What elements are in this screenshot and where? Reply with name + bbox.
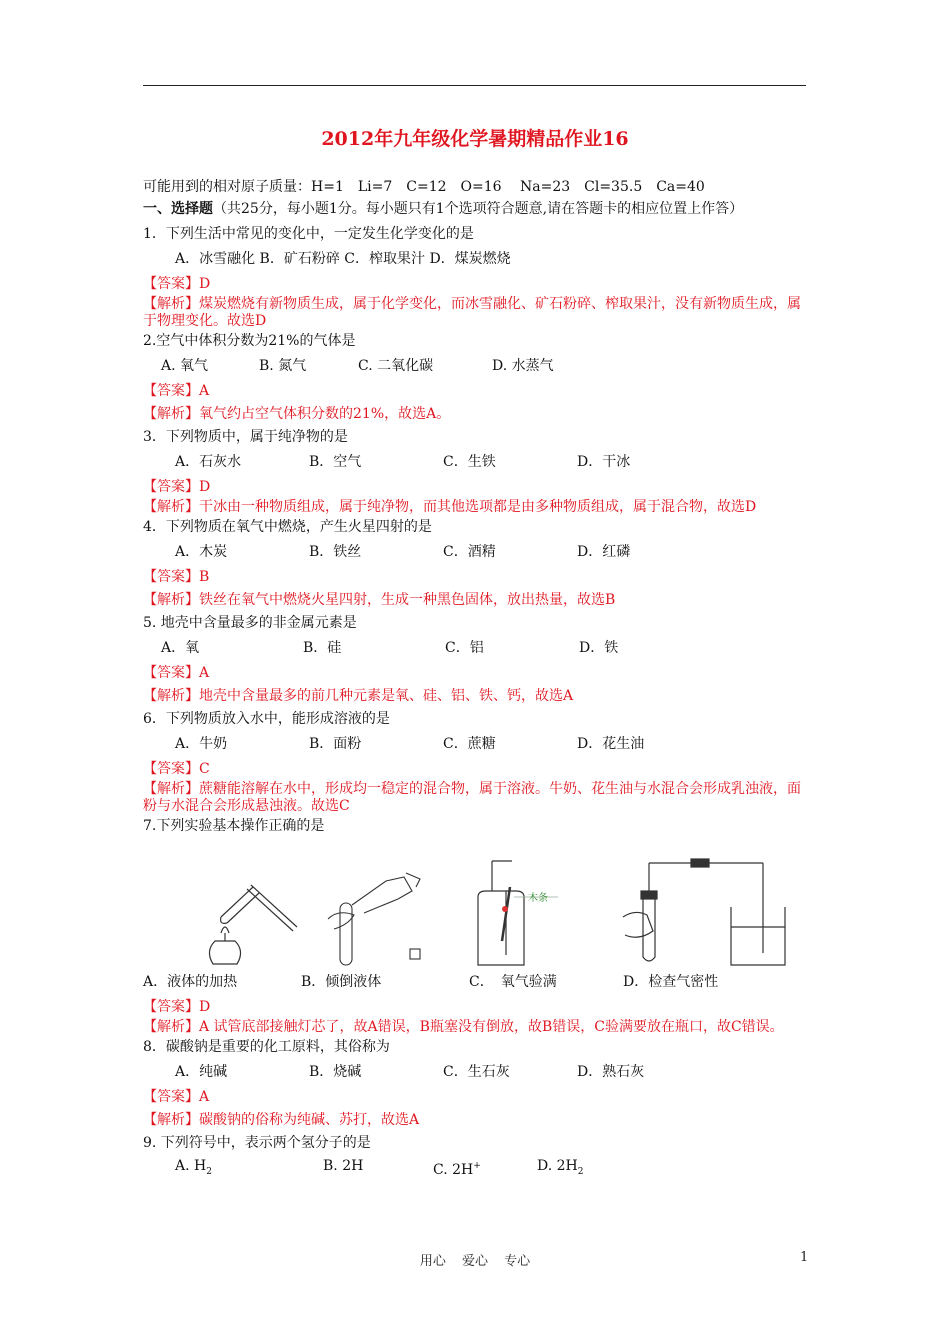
- option: D．检查气密性: [623, 974, 719, 990]
- question-7-analysis: 【解析】A 试管底部接触灯芯了，故A错误，B瓶塞没有倒放，故B错误，C验满要放在瓶口，故C错误。: [143, 1019, 784, 1035]
- question-3-options: [143, 449, 808, 476]
- airtightness-figure: [613, 857, 793, 969]
- option: D．干冰: [577, 454, 631, 470]
- option: A．纯碱: [175, 1064, 228, 1080]
- question-1-analysis: 【解析】煤炭燃烧有新物质生成，属于化学变化，而冰雪融化、矿石粉碎、榨取果汁，没有新物质生成，属于物理变化。故选D: [143, 296, 801, 329]
- question-6-stem: 6．下列物质放入水中，能形成溶液的是: [143, 711, 390, 727]
- option: A．氧: [161, 640, 200, 656]
- option: D．红磷: [577, 544, 631, 560]
- section-heading: [143, 199, 808, 219]
- question-1-options: [143, 246, 808, 273]
- option: C．铝: [445, 640, 484, 656]
- option: B．铁丝: [309, 544, 362, 560]
- section-desc: （共25分，每小题1分。每小题只有1个选项符合题意,请在答题卡的相应位置上作答）: [213, 201, 744, 217]
- option: C. 2H+: [433, 1161, 481, 1178]
- question-4-stem: 4．下列物质在氧气中燃烧，产生火星四射的是: [143, 519, 432, 535]
- question-6-analysis: 【解析】蔗糖能溶解在水中，形成均一稳定的混合物，属于溶液。牛奶、花生油与水混合会形成乳浊液，面粉与水混合会形成悬浊液。故选C: [143, 781, 801, 814]
- question-4-analysis: 【解析】铁丝在氧气中燃烧火星四射，生成一种黑色固体，放出热量，故选B: [143, 592, 616, 608]
- question-7-options: [143, 969, 808, 996]
- question-9-stem: 9. 下列符号中，表示两个氢分子的是: [143, 1135, 371, 1151]
- question-9-options: [143, 1155, 808, 1177]
- question-5-options: [143, 635, 808, 662]
- option: B．硅: [303, 640, 342, 656]
- figure-label: 木条: [528, 893, 548, 904]
- option: A．牛奶: [175, 736, 228, 752]
- option: A．石灰水: [175, 454, 242, 470]
- header-rule: [143, 85, 806, 86]
- option: D．花生油: [577, 736, 645, 752]
- document-title: 2012年九年级化学暑期精品作业16: [321, 128, 629, 150]
- option: C．生铁: [443, 454, 496, 470]
- question-8-options: [143, 1059, 808, 1086]
- question-5-stem: 5. 地壳中含量最多的非金属元素是: [143, 615, 357, 631]
- question-3-analysis: 【解析】干冰由一种物质组成，属于纯净物，而其他选项都是由多种物质组成，属于混合物，故选D: [143, 499, 757, 515]
- option: C．生石灰: [443, 1064, 510, 1080]
- pouring-liquid-figure: [308, 869, 458, 969]
- option: B. 2H: [323, 1158, 364, 1174]
- question-3-answer: 【答案】D: [143, 479, 211, 495]
- option: A．冰雪融化 B．矿石粉碎 C．榨取果汁 D．煤炭燃烧: [175, 251, 511, 267]
- question-4-answer: 【答案】B: [143, 569, 210, 585]
- question-5-answer: 【答案】A: [143, 665, 210, 681]
- question-7-figures: [143, 838, 808, 969]
- option: D. 水蒸气: [492, 358, 554, 374]
- question-6-answer: 【答案】C: [143, 761, 210, 777]
- question-2-stem: 2.空气中体积分数为21%的气体是: [143, 333, 356, 349]
- footer-motto: 用心 爱心 专心: [419, 1254, 531, 1269]
- option: B．倾倒液体: [301, 974, 382, 990]
- option: D. $2H_2$: [537, 1158, 584, 1177]
- option: C． 氧气验满: [469, 974, 557, 990]
- oxygen-test-figure: [458, 857, 613, 969]
- option: B．烧碱: [309, 1064, 362, 1080]
- document-body: [143, 176, 808, 1177]
- option: A. 氧气: [161, 358, 209, 374]
- option: B. 氮气: [259, 358, 307, 374]
- option: C．蔗糖: [443, 736, 496, 752]
- question-4-options: [143, 539, 808, 566]
- question-6-options: [143, 731, 808, 758]
- option: A．液体的加热: [143, 974, 238, 990]
- question-1-answer: 【答案】D: [143, 276, 211, 292]
- question-2-options: [143, 353, 808, 380]
- option: B．空气: [309, 454, 362, 470]
- option: A. $H_2$: [175, 1158, 212, 1177]
- question-8-analysis: 【解析】碳酸钠的俗称为纯碱、苏打，故选A: [143, 1112, 420, 1128]
- question-5-analysis: 【解析】地壳中含量最多的前几种元素是氧、硅、铝、铁、钙，故选A: [143, 688, 574, 704]
- question-1-stem: 1．下列生活中常见的变化中，一定发生化学变化的是: [143, 226, 474, 242]
- question-2-answer: 【答案】A: [143, 383, 210, 399]
- option: C. 二氧化碳: [358, 358, 434, 374]
- question-3-stem: 3．下列物质中，属于纯净物的是: [143, 429, 348, 445]
- section-title: 一、选择题: [143, 201, 213, 217]
- question-8-stem: 8．碳酸钠是重要的化工原料，其俗称为: [143, 1039, 390, 1055]
- atomic-masses: 可能用到的相对原子质量：H=1 Li=7 C=12 O=16 Na=23 Cl=35.5 Ca=40: [143, 179, 705, 195]
- flame-icon: [502, 906, 508, 912]
- question-8-answer: 【答案】A: [143, 1089, 210, 1105]
- question-2-analysis: 【解析】氧气约占空气体积分数的21%，故选A。: [143, 406, 451, 422]
- option: D．熟石灰: [577, 1064, 645, 1080]
- option: A．木炭: [175, 544, 228, 560]
- page-number: 1: [800, 1250, 809, 1265]
- option: D．铁: [579, 640, 619, 656]
- option: B．面粉: [309, 736, 362, 752]
- option: C．酒精: [443, 544, 496, 560]
- question-7-answer: 【答案】D: [143, 999, 211, 1015]
- heating-liquid-figure: [143, 869, 308, 969]
- question-7-stem: 7.下列实验基本操作正确的是: [143, 818, 325, 834]
